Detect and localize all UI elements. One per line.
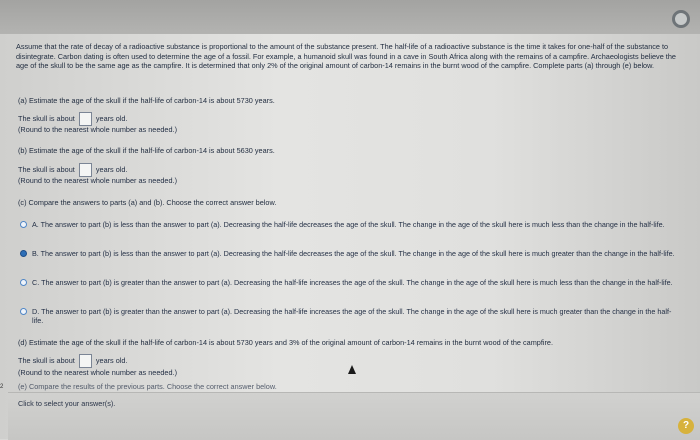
part-a-rounding: (Round to the nearest whole number as needed.)	[18, 125, 178, 134]
part-b-suffix: years old.	[95, 164, 128, 174]
radio-d[interactable]	[20, 308, 27, 315]
radio-b-selected[interactable]	[20, 250, 27, 257]
part-d-answer-input[interactable]	[79, 354, 92, 368]
part-d-answer-line	[18, 354, 128, 368]
option-d-text: The answer to part (b) is greater than the answer to part (a). Decreasing the half-life increases the age of the skull. The change in the age of the skull here is much greater than the change in the half-life.	[32, 307, 672, 325]
option-b[interactable]	[22, 249, 682, 258]
problem-statement: Assume that the rate of decay of a radioactive substance is proportional to the amount of the substance present. The half-life of a radioactive substance is the time it takes for one-half of the substance to disintegrate. Carbon dating is often used to determine the age of a fossil. For example, a humanoid skull was found in a cave in South Africa along with the remains of a campfire. Archaeologists believe the age of the skull to be the same age as the campfire. It is determined that only 2% of the original amount of carbon-14 remains in the burnt wood of the campfire. Complete parts (a) through (e) below.	[16, 42, 676, 71]
part-b-answer-line	[18, 163, 128, 177]
option-d[interactable]	[22, 307, 682, 325]
gear-icon[interactable]	[672, 10, 690, 28]
part-a-question: (a) Estimate the age of the skull if the half-life of carbon-14 is about 5730 years.	[18, 96, 275, 105]
part-a-prefix: The skull is about	[18, 113, 75, 123]
problem-area	[0, 34, 700, 439]
help-icon[interactable]: ?	[678, 418, 694, 434]
part-d-prefix: The skull is about	[18, 355, 75, 365]
option-a-text: The answer to part (b) is less than the answer to part (a). Decreasing the half-life decreases the age of the skull. The change in the age of the skull here is much less than the change in the half-life.	[40, 220, 665, 229]
part-a-answer-input[interactable]	[79, 112, 92, 126]
part-b-question: (b) Estimate the age of the skull if the half-life of carbon-14 is about 5630 years.	[18, 146, 275, 155]
option-b-label: B.	[32, 249, 39, 258]
part-b-answer-input[interactable]	[79, 163, 92, 177]
footer-instruction: Click to select your answer(s).	[18, 399, 116, 408]
part-b-prefix: The skull is about	[18, 164, 75, 174]
option-a[interactable]	[22, 220, 682, 229]
part-c-question: (c) Compare the answers to parts (a) and (b). Choose the correct answer below.	[18, 198, 277, 207]
part-d-rounding: (Round to the nearest whole number as needed.)	[18, 368, 178, 377]
part-a-answer-line	[18, 112, 128, 126]
option-c-label: C.	[32, 278, 40, 287]
option-b-text: The answer to part (b) is less than the answer to part (a). Decreasing the half-life decreases the age of the skull. The change in the age of the skull here is much greater than the change in the half-life.	[40, 249, 675, 258]
radio-a[interactable]	[20, 221, 27, 228]
option-d-label: D.	[32, 307, 40, 316]
option-c-text: The answer to part (b) is greater than the answer to part (a). Decreasing the half-life increases the age of the skull. The change in the age of the skull here is much less than the change in the half-life.	[41, 278, 673, 287]
part-a-suffix: years old.	[95, 113, 128, 123]
top-bar	[0, 0, 700, 34]
part-e-question-partial: (e) Compare the results of the previous parts. Choose the correct answer below.	[18, 382, 277, 391]
option-a-label: A.	[32, 220, 39, 229]
radio-c[interactable]	[20, 279, 27, 286]
footer-bar	[8, 392, 700, 440]
left-edge-number: 2	[0, 384, 4, 390]
option-c[interactable]	[22, 278, 682, 287]
part-b-rounding: (Round to the nearest whole number as needed.)	[18, 176, 178, 185]
part-d-suffix: years old.	[95, 355, 128, 365]
part-d-question: (d) Estimate the age of the skull if the half-life of carbon-14 is about 5730 years and 3% of the original amount of carbon-14 remains in the burnt wood of the campfire.	[18, 338, 554, 347]
mouse-cursor-icon	[348, 365, 356, 374]
